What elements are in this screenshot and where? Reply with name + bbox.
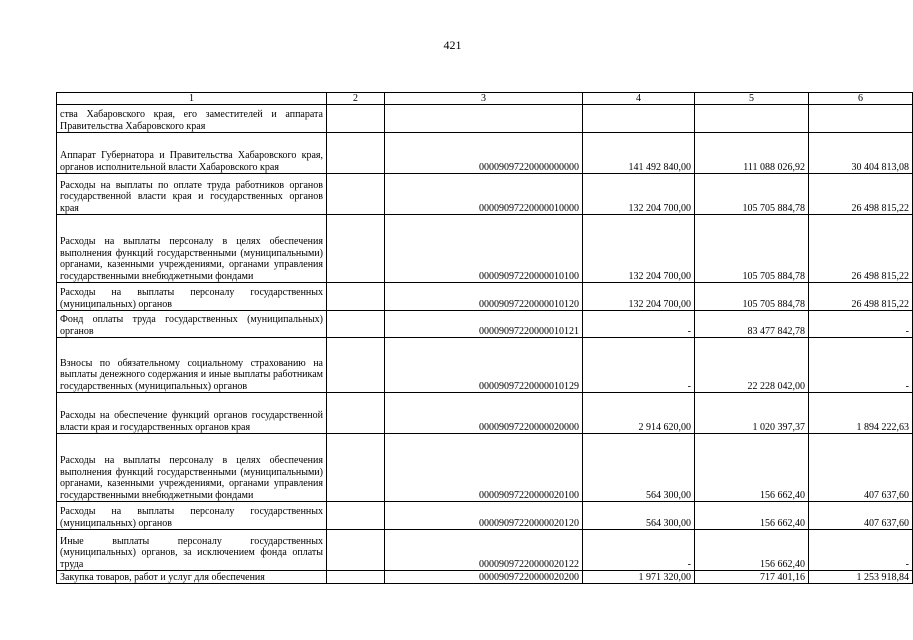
table-row xyxy=(57,571,913,584)
row-value-5: 156 662,40 xyxy=(695,434,809,502)
column-header: 4 xyxy=(583,93,695,105)
row-value-6: - xyxy=(809,338,913,393)
table-row xyxy=(57,174,913,215)
row-name: Расходы на выплаты персоналу в целях обеспечения выполнения функций государственными (муниципальными) органами, казенными учреждениями, органами управления государственными внебюджетными фондами xyxy=(57,215,327,283)
row-value-6: 26 498 815,22 xyxy=(809,174,913,215)
row-name: Расходы на выплаты по оплате труда работников органов государственной власти края и государственных органов края xyxy=(57,174,327,215)
row-col2 xyxy=(327,174,385,215)
row-value-4: 564 300,00 xyxy=(583,434,695,502)
row-value-6: - xyxy=(809,530,913,571)
row-name: Взносы по обязательному социальному страхованию на выплаты денежного содержания и иные выплаты работникам государственных (муниципальных) органов xyxy=(57,338,327,393)
row-value-5: 1 020 397,37 xyxy=(695,393,809,434)
row-name: Фонд оплаты труда государственных (муниципальных) органов xyxy=(57,311,327,338)
row-code: 00009097220000010121 xyxy=(385,311,583,338)
row-col2 xyxy=(327,530,385,571)
row-value-5: 105 705 884,78 xyxy=(695,174,809,215)
column-header: 2 xyxy=(327,93,385,105)
row-value-5: 717 401,16 xyxy=(695,571,809,584)
row-value-6: 407 637,60 xyxy=(809,502,913,530)
row-code: 00009097220000020000 xyxy=(385,393,583,434)
row-value-5: 156 662,40 xyxy=(695,530,809,571)
row-value-4: 132 204 700,00 xyxy=(583,215,695,283)
row-value-4: 141 492 840,00 xyxy=(583,133,695,174)
row-col2 xyxy=(327,393,385,434)
row-col2 xyxy=(327,571,385,584)
row-code: 00009097220000020122 xyxy=(385,530,583,571)
row-value-6: 26 498 815,22 xyxy=(809,283,913,311)
budget-table xyxy=(56,92,913,584)
header-row xyxy=(57,93,913,105)
row-value-4 xyxy=(583,105,695,133)
row-name: Иные выплаты персоналу государственных (муниципальных) органов, за исключением фонда оплаты труда xyxy=(57,530,327,571)
row-value-4: 132 204 700,00 xyxy=(583,174,695,215)
row-col2 xyxy=(327,502,385,530)
row-value-4: 2 914 620,00 xyxy=(583,393,695,434)
table-row xyxy=(57,133,913,174)
row-name: Расходы на выплаты персоналу государственных (муниципальных) органов xyxy=(57,283,327,311)
row-code: 00009097220000010100 xyxy=(385,215,583,283)
table-row xyxy=(57,393,913,434)
row-value-5: 83 477 842,78 xyxy=(695,311,809,338)
row-name: ства Хабаровского края, его заместителей и аппарата Правительства Хабаровского края xyxy=(57,105,327,133)
row-value-6 xyxy=(809,105,913,133)
row-value-6: 1 253 918,84 xyxy=(809,571,913,584)
row-col2 xyxy=(327,434,385,502)
column-header: 6 xyxy=(809,93,913,105)
row-col2 xyxy=(327,133,385,174)
row-col2 xyxy=(327,215,385,283)
table-row xyxy=(57,338,913,393)
table-row xyxy=(57,434,913,502)
row-name: Расходы на выплаты персоналу государственных (муниципальных) органов xyxy=(57,502,327,530)
row-value-6: 407 637,60 xyxy=(809,434,913,502)
row-name: Закупка товаров, работ и услуг для обеспечения xyxy=(57,571,327,584)
row-value-5: 156 662,40 xyxy=(695,502,809,530)
row-value-4: 1 971 320,00 xyxy=(583,571,695,584)
row-code: 00009097220000020100 xyxy=(385,434,583,502)
row-value-6: 30 404 813,08 xyxy=(809,133,913,174)
column-header: 5 xyxy=(695,93,809,105)
column-header: 1 xyxy=(57,93,327,105)
row-value-6: 26 498 815,22 xyxy=(809,215,913,283)
table-row xyxy=(57,105,913,133)
row-value-4: 132 204 700,00 xyxy=(583,283,695,311)
table-row xyxy=(57,530,913,571)
row-value-4: - xyxy=(583,311,695,338)
row-value-5: 105 705 884,78 xyxy=(695,283,809,311)
row-code: 00009097220000020200 xyxy=(385,571,583,584)
row-col2 xyxy=(327,311,385,338)
row-code: 00009097220000020120 xyxy=(385,502,583,530)
page-number: 421 xyxy=(443,38,462,52)
table-row xyxy=(57,502,913,530)
row-name: Расходы на обеспечение функций органов государственной власти края и государственных органов края xyxy=(57,393,327,434)
column-header: 3 xyxy=(385,93,583,105)
table-row xyxy=(57,283,913,311)
row-code: 00009097220000010129 xyxy=(385,338,583,393)
row-name: Расходы на выплаты персоналу в целях обеспечения выполнения функций государственными (муниципальными) органами, казенными учреждениями, органами управления государственными внебюджетными фондами xyxy=(57,434,327,502)
row-value-6: - xyxy=(809,311,913,338)
row-value-5 xyxy=(695,105,809,133)
row-code: 00009097220000010000 xyxy=(385,174,583,215)
row-value-5: 22 228 042,00 xyxy=(695,338,809,393)
row-value-4: - xyxy=(583,530,695,571)
row-value-4: - xyxy=(583,338,695,393)
row-col2 xyxy=(327,105,385,133)
row-value-4: 564 300,00 xyxy=(583,502,695,530)
row-name: Аппарат Губернатора и Правительства Хабаровского края, органов исполнительной власти Хабаровского края xyxy=(57,133,327,174)
row-code: 00009097220000010120 xyxy=(385,283,583,311)
row-value-6: 1 894 222,63 xyxy=(809,393,913,434)
table-row xyxy=(57,311,913,338)
row-value-5: 105 705 884,78 xyxy=(695,215,809,283)
row-code xyxy=(385,105,583,133)
row-value-5: 111 088 026,92 xyxy=(695,133,809,174)
table-row xyxy=(57,215,913,283)
row-col2 xyxy=(327,283,385,311)
row-code: 00009097220000000000 xyxy=(385,133,583,174)
row-col2 xyxy=(327,338,385,393)
